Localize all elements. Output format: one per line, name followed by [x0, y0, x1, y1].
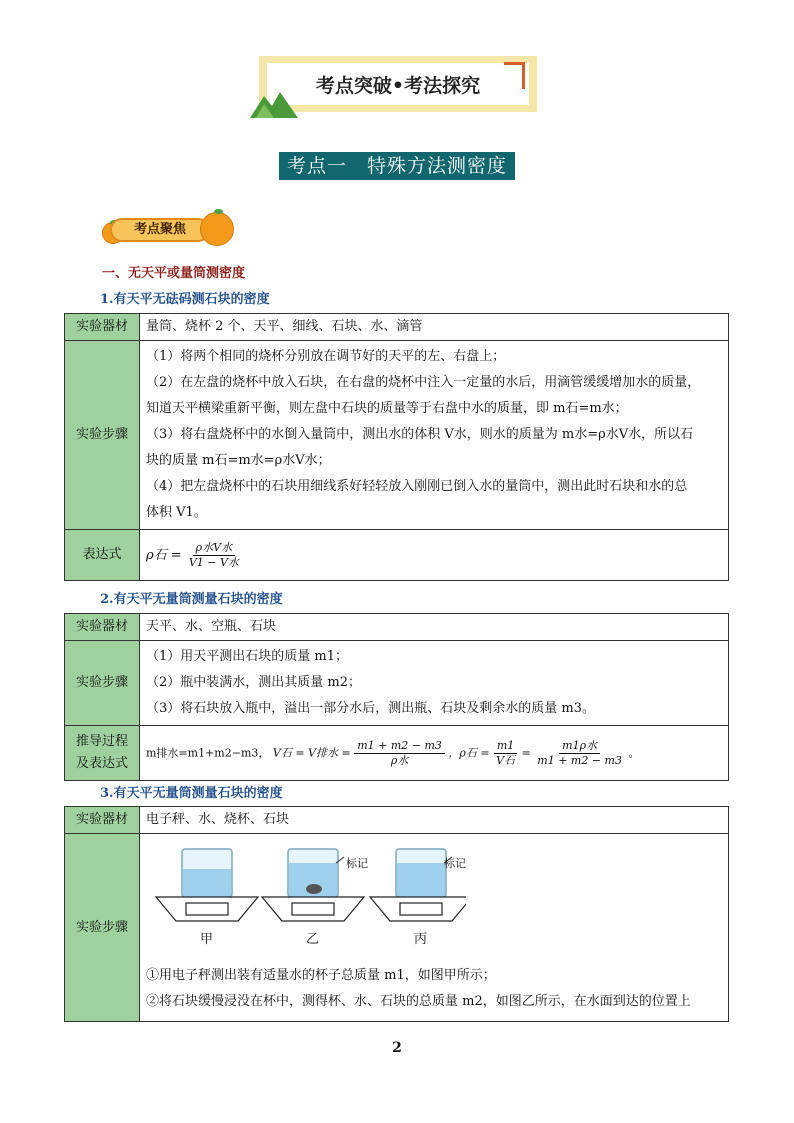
row-label: 实验器材 [65, 314, 140, 341]
figure-caption: 乙 [306, 932, 320, 947]
row-label: 表达式 [65, 530, 140, 581]
equipment-text: 量筒、烧杯 2 个、天平、细线、石块、水、滴管 [140, 314, 729, 341]
table-1 [64, 313, 729, 581]
table-row [65, 834, 729, 1022]
subheading-1: 1.有天平无砝码测石块的密度 [100, 292, 270, 307]
table-row [65, 726, 729, 781]
table-row [65, 341, 729, 530]
step-text: （1）将两个相同的烧杯分别放在调节好的天平的左、右盘上； [146, 349, 506, 364]
step-text: ②将石块缓慢浸没在杯中，测得杯、水、石块的总质量 m2，如图乙所示，在水面到达的位置上 [146, 994, 691, 1009]
equipment-text: 电子秤、水、烧杯、石块 [140, 807, 729, 834]
table-row [65, 314, 729, 341]
row-label: 实验步骤 [65, 641, 140, 726]
figure-caption: 丙 [414, 932, 428, 947]
step-text: ①用电子秤测出装有适量水的杯子总质量 m1，如图甲所示； [146, 968, 496, 983]
step-text: （3）将石块放入瓶中，溢出一部分水后，测出瓶、石块及剩余水的质量 m3。 [146, 701, 596, 716]
table-row [65, 641, 729, 726]
derivation-formula: m排水=m1+m2−m3， V石 = V排水 = $\frac{m1 + m2 - m3}{\text{ρ水}}$ ，ρ石 = $\frac{m1}{\text{V石}}$ = $\frac{\text{m1ρ水}}{m1 + m2 - m3}$ 。 [140, 726, 729, 781]
page-number: 2 [392, 1040, 402, 1056]
table-row [65, 807, 729, 834]
row-label: 推导过程 及表达式 [65, 726, 140, 781]
figure-caption: 甲 [200, 932, 214, 947]
orange-icon [200, 212, 234, 246]
step-text: 块的质量 m石=m水=ρ水V水； [146, 453, 331, 468]
table-2 [64, 613, 729, 781]
step-text: （3）将右盘烧杯中的水倒入量筒中，测出水的体积 V水，则水的质量为 m水=ρ水V水，所以石 [146, 427, 694, 442]
step-text: 体积 V1。 [146, 505, 207, 520]
apparatus-jia [156, 849, 258, 921]
row-label: 实验步骤 [65, 341, 140, 530]
step-text: （4）把左盘烧杯中的石块用细线系好轻轻放入刚刚已倒入水的量筒中，测出此时石块和水的总 [146, 479, 688, 494]
mountain-icon [250, 88, 298, 118]
section-title: 考点一 特殊方法测密度 [279, 152, 515, 180]
focus-badge [100, 206, 236, 250]
banner-corner-decoration [504, 62, 525, 89]
focus-label: 考点聚焦 [110, 218, 210, 242]
row-label: 实验器材 [65, 807, 140, 834]
mark-label: 标记 [444, 857, 466, 870]
equipment-text: 天平、水、空瓶、石块 [140, 614, 729, 641]
step-text: （1）用天平测出石块的质量 m1； [146, 649, 349, 664]
row-label: 实验器材 [65, 614, 140, 641]
mark-label: 标记 [346, 857, 368, 870]
step-text: （2）在左盘的烧杯中放入石块，在右盘的烧杯中注入一定量的水后，用滴管缓缓增加水的质量， [146, 375, 701, 390]
stone-icon [306, 884, 322, 894]
table-3 [64, 806, 729, 1022]
banner-title: 考点突破•考法探究 [267, 63, 529, 105]
row-label: 实验步骤 [65, 834, 140, 1022]
experiment-figure [146, 845, 466, 963]
step-text: （2）瓶中装满水，测出其质量 m2； [146, 675, 362, 690]
expression-formula: ρ石 = $\frac{\text{ρ水V水}}{\text{V1 − V水}}$ [140, 530, 729, 581]
leaf-icon [214, 209, 223, 214]
subheading-3: 3.有天平无量筒测量石块的密度 [100, 786, 283, 801]
step-text: 知道天平横梁重新平衡，则左盘中石块的质量等于右盘中水的质量，即 m石=m水； [146, 401, 628, 416]
table-row [65, 530, 729, 581]
table-row [65, 614, 729, 641]
title-banner [259, 56, 537, 112]
heading-1: 一、无天平或量筒测密度 [102, 266, 246, 281]
subheading-2: 2.有天平无量筒测量石块的密度 [100, 592, 283, 607]
